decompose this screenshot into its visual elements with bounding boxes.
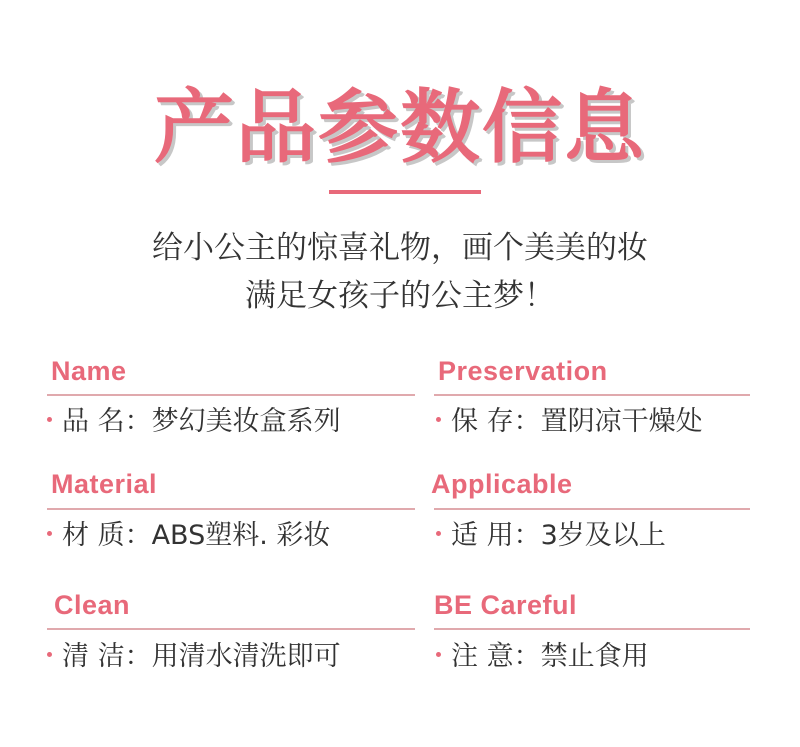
param-value-name [47,405,341,439]
divider-name [47,394,415,396]
page-title: 产品参数信息 [154,81,646,174]
subtitle-line-2: 满足女孩子的公主梦！ [245,278,555,314]
param-heading-applicable: Applicable [431,469,573,499]
bullet-icon [47,531,52,536]
title-underline [329,190,481,194]
bullet-icon [47,417,52,422]
param-value-preservation [436,405,703,439]
param-heading-clean: Clean [54,590,131,620]
param-text-applicable: 适 用：3岁及以上 [451,520,666,551]
bullet-icon [436,417,441,422]
subtitle-line-1: 给小公主的惊喜礼物，画个美美的妆 [152,230,648,266]
param-value-material [47,519,330,553]
divider-preservation [434,394,750,396]
divider-material [47,508,415,510]
param-value-clean [47,640,341,674]
param-heading-be-careful: BE Careful [434,590,578,620]
divider-applicable [434,508,750,510]
param-value-applicable [436,519,666,553]
param-heading-preservation: Preservation [438,356,608,386]
param-text-clean: 清 洁：用清水清洗即可 [62,641,341,672]
param-text-be-careful: 注 意：禁止食用 [451,641,649,672]
param-text-preservation: 保 存：置阴凉干燥处 [451,406,703,437]
divider-be-careful [434,628,750,630]
bullet-icon [436,531,441,536]
param-heading-material: Material [51,469,158,499]
divider-clean [47,628,415,630]
param-value-be-careful [436,640,649,674]
param-text-material: 材 质：ABS塑料. 彩妆 [62,520,331,551]
param-text-name: 品 名：梦幻美妆盒系列 [62,406,341,437]
bullet-icon [436,652,441,657]
param-heading-name: Name [51,356,127,386]
bullet-icon [47,652,52,657]
